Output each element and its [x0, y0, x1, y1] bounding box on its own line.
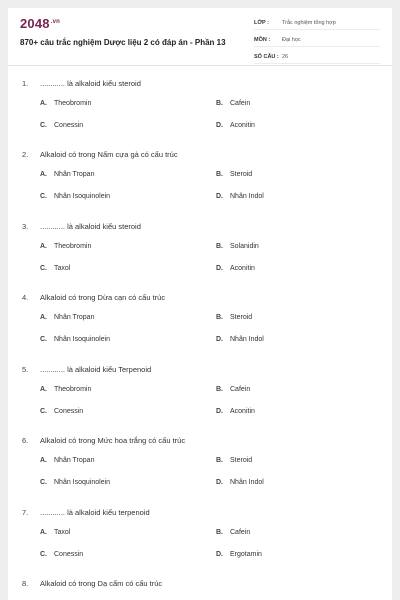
logo-text: 2048	[20, 16, 50, 31]
answer-options	[20, 96, 380, 132]
answer-option[interactable]	[40, 168, 216, 182]
meta-label: SỐ CÂU :	[254, 53, 279, 60]
option-text: Taxol	[54, 264, 71, 272]
option-letter: B.	[216, 528, 223, 536]
option-text: Nhân Isoquinolein	[54, 336, 111, 343]
site-logo[interactable]	[20, 16, 60, 31]
answer-option[interactable]	[40, 525, 216, 539]
option-letter: D.	[216, 336, 223, 343]
option-letter: A.	[40, 314, 47, 321]
answer-options	[20, 168, 380, 204]
answer-option[interactable]	[40, 118, 216, 132]
question-item	[20, 495, 380, 567]
option-text: Steroid	[230, 171, 253, 178]
answer-option[interactable]	[216, 525, 392, 539]
option-letter: B.	[216, 314, 223, 321]
question-number: 3.	[22, 221, 29, 231]
question-number: 1.	[22, 78, 29, 88]
question-item	[20, 66, 380, 138]
option-text: Nhân Tropan	[54, 171, 95, 178]
option-letter: D.	[216, 479, 223, 486]
answer-option[interactable]	[216, 333, 392, 347]
option-letter: C.	[40, 336, 47, 343]
answer-option[interactable]	[216, 190, 392, 204]
option-text: Cafein	[230, 99, 251, 107]
option-letter: D.	[216, 550, 223, 558]
question-stem	[20, 434, 380, 448]
answer-option[interactable]	[216, 311, 392, 325]
question-number: 7.	[22, 507, 29, 517]
meta-value: 26	[282, 53, 289, 60]
option-letter: C.	[40, 550, 47, 558]
answer-option[interactable]	[216, 118, 392, 132]
option-text: Cafein	[230, 528, 251, 536]
answer-option[interactable]	[216, 382, 392, 396]
question-item	[20, 281, 380, 353]
answer-option[interactable]	[40, 382, 216, 396]
meta-row-subject	[254, 33, 380, 47]
answer-option[interactable]	[216, 96, 392, 110]
option-text: Aconitin	[230, 121, 255, 129]
meta-label: LỚP :	[254, 19, 269, 26]
answer-option[interactable]	[216, 239, 392, 253]
option-letter: D.	[216, 264, 223, 272]
question-item	[20, 567, 380, 600]
option-text: Aconitin	[230, 407, 255, 415]
question-number: 5.	[22, 364, 29, 374]
answer-option[interactable]	[216, 404, 392, 418]
option-letter: C.	[40, 121, 47, 129]
answer-option[interactable]	[216, 476, 392, 490]
option-letter: A.	[40, 385, 47, 393]
worksheet-page	[8, 8, 392, 600]
question-list	[8, 66, 392, 600]
question-text: ............ là alkaloid kiểu terpenoid	[40, 507, 150, 517]
option-text: Nhân Indol	[230, 336, 264, 343]
worksheet-header	[8, 8, 392, 66]
option-text: Theobromin	[54, 385, 92, 393]
option-letter: C.	[40, 193, 47, 200]
option-text: Steroid	[230, 457, 253, 464]
answer-option[interactable]	[216, 454, 392, 468]
question-number: 2.	[22, 150, 29, 159]
option-letter: C.	[40, 264, 47, 272]
option-text: Nhân Tropan	[54, 457, 95, 464]
option-letter: A.	[40, 99, 47, 107]
answer-option[interactable]	[40, 190, 216, 204]
option-letter: D.	[216, 407, 223, 415]
meta-label: MÔN :	[254, 36, 271, 43]
logo-suffix: .vn	[50, 18, 61, 25]
question-text: Alkaloid có trong Nấm cựa gà có cấu trúc	[40, 150, 178, 159]
question-number: 4.	[22, 293, 29, 302]
question-stem	[20, 577, 380, 591]
option-letter: B.	[216, 99, 223, 107]
option-text: Conessin	[54, 121, 84, 129]
question-stem	[20, 291, 380, 305]
answer-options	[20, 239, 380, 275]
answer-option[interactable]	[216, 168, 392, 182]
answer-option[interactable]	[40, 547, 216, 561]
answer-option[interactable]	[40, 476, 216, 490]
answer-options	[20, 454, 380, 490]
option-letter: C.	[40, 479, 47, 486]
option-text: Nhân Indol	[230, 193, 264, 200]
question-item	[20, 138, 380, 210]
option-letter: B.	[216, 385, 223, 393]
answer-option[interactable]	[40, 404, 216, 418]
option-text: Theobromin	[54, 242, 92, 250]
answer-options	[20, 525, 380, 561]
option-letter: B.	[216, 242, 223, 250]
page-title: 870+ câu trắc nghiệm Dược liệu 2 có đáp án - Phần 13	[20, 38, 226, 47]
question-text: Alkaloid có trong Dạ cẩm có cấu trúc	[40, 579, 163, 588]
answer-option[interactable]	[40, 239, 216, 253]
question-text: ............ là alkaloid kiểu steroid	[40, 221, 141, 231]
question-stem	[20, 76, 380, 90]
option-letter: B.	[216, 171, 223, 178]
question-item	[20, 352, 380, 424]
question-text: Alkaloid có trong Mức hoa trắng có cấu trúc	[40, 436, 186, 445]
answer-options	[20, 382, 380, 418]
answer-option[interactable]	[40, 454, 216, 468]
option-letter: C.	[40, 407, 47, 415]
option-text: Theobromin	[54, 99, 92, 107]
question-stem	[20, 219, 380, 233]
option-letter: D.	[216, 193, 223, 200]
meta-value: Trắc nghiệm tổng hợp	[282, 19, 336, 26]
question-item	[20, 424, 380, 496]
option-text: Nhân Indol	[230, 479, 264, 486]
question-stem	[20, 362, 380, 376]
option-letter: A.	[40, 457, 47, 464]
answer-option[interactable]	[40, 96, 216, 110]
question-stem	[20, 148, 380, 162]
option-letter: A.	[40, 242, 47, 250]
option-text: Taxol	[54, 528, 71, 536]
question-text: ............ là alkaloid kiểu Terpenoid	[40, 364, 152, 374]
option-letter: D.	[216, 121, 223, 129]
option-text: Solanidin	[230, 242, 259, 250]
meta-row-class	[254, 16, 380, 30]
option-letter: A.	[40, 528, 47, 536]
answer-option[interactable]	[216, 261, 392, 275]
meta-panel	[254, 16, 380, 64]
option-text: Nhân Tropan	[54, 314, 95, 321]
question-item	[20, 209, 380, 281]
option-text: Conessin	[54, 550, 84, 558]
question-stem	[20, 505, 380, 519]
option-text: Cafein	[230, 385, 251, 393]
answer-option[interactable]	[40, 333, 216, 347]
option-text: Steroid	[230, 314, 253, 321]
answer-option[interactable]	[40, 311, 216, 325]
meta-row-count	[254, 50, 380, 64]
option-text: Aconitin	[230, 264, 255, 272]
option-text: Conessin	[54, 407, 84, 415]
question-number: 6.	[22, 436, 29, 445]
option-text: Ergotamin	[230, 550, 262, 558]
meta-value: Đại học	[282, 36, 301, 43]
option-text: Nhân Isoquinolein	[54, 193, 111, 200]
question-number: 8.	[22, 579, 29, 588]
option-letter: A.	[40, 171, 47, 178]
question-text: Alkaloid có trong Dừa cạn có cấu trúc	[40, 293, 166, 302]
option-letter: B.	[216, 457, 223, 464]
option-text: Nhân Isoquinolein	[54, 479, 111, 486]
answer-options	[20, 311, 380, 347]
answer-option[interactable]	[40, 261, 216, 275]
answer-option[interactable]	[216, 547, 392, 561]
question-text: ............ là alkaloid kiểu steroid	[40, 78, 141, 88]
